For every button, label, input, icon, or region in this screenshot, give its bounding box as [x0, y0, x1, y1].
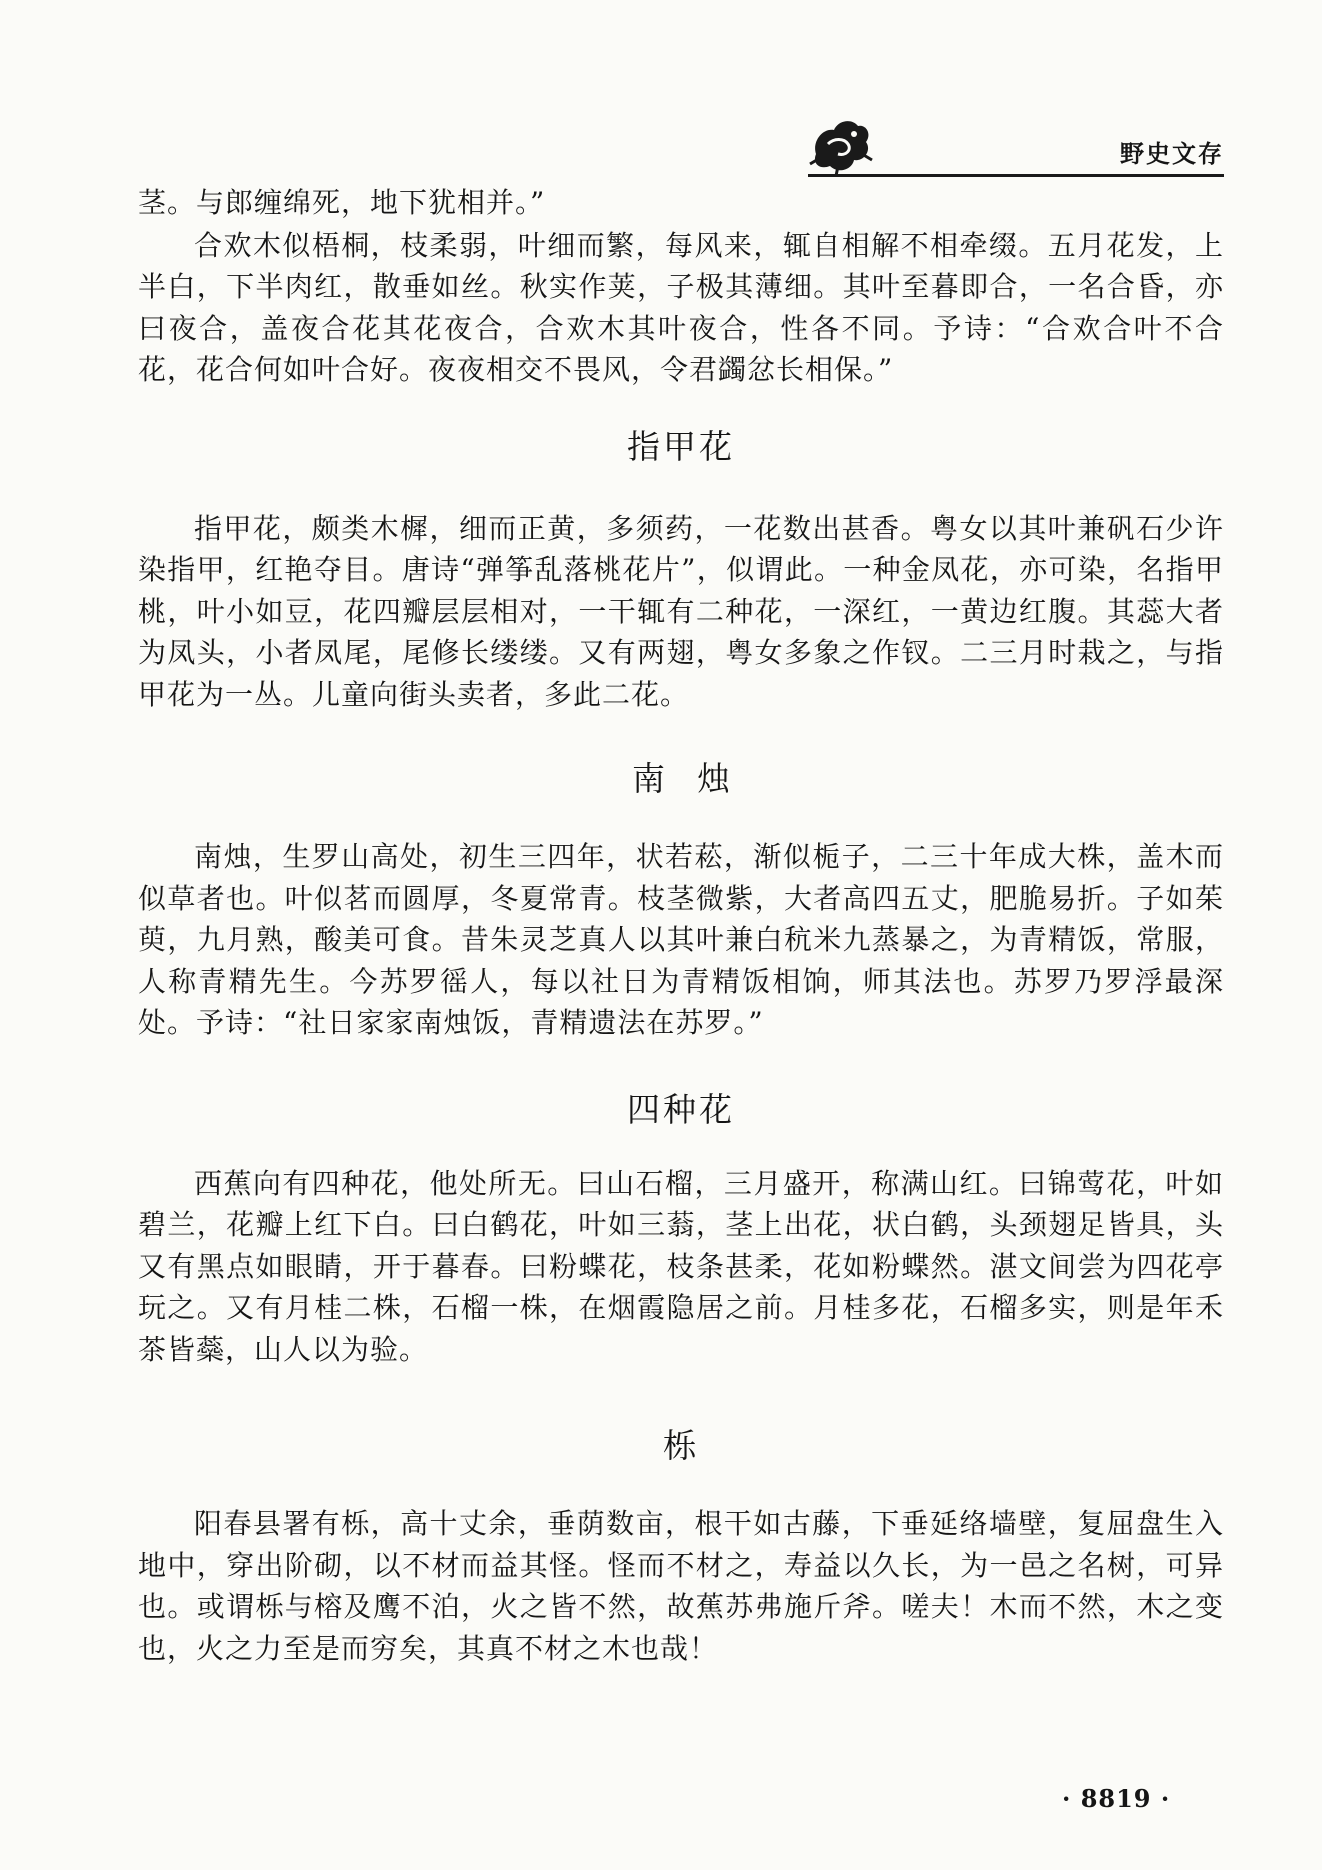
section-title-nanzhu: 南烛 [632, 759, 762, 798]
series-title: 野史文存 [1120, 140, 1224, 168]
section-text-nanzhu: 南烛，生罗山高处，初生三四年，状若菘，渐似栀子，二三十年成大株，盖木而似草者也。叶似茗而圆厚，冬夏常青。枝茎微紫，大者高四五丈，肥脆易折。子如茱萸，九月熟，酸美可食。昔朱灵芝真人以其叶兼白秔米九蒸暴之，为青精饭，常服，人称青精先生。今苏罗徭人，每以社日为青精饭相饷，师其法也。苏罗乃罗浮最深处。予诗：“社日家家南烛饭，青精遗法在苏罗。” [138, 840, 1224, 1039]
section-text-li: 阳春县署有栎，高十丈余，垂荫数亩，根干如古藤，下垂延络墙壁，复屈盘生入地中，穿出阶砌，以不材而益其怪。怪而不材之，寿益以久长，为一邑之名树，可异也。或谓栎与榕及鹰不泊，火之皆不然，故蕉苏弗施斤斧。嗟夫！木而不然，木之变也，火之力至是而穷矣，其真不材之木也哉！ [138, 1507, 1224, 1665]
dragon-logo-icon [808, 114, 874, 176]
page-number: · 8819 · [1062, 1784, 1171, 1813]
page-body [138, 182, 1224, 1669]
continued-paragraph: 茎。与郎缠绵死，地下犹相并。” [138, 186, 546, 219]
header-rule [808, 174, 1224, 177]
section-title-zhijiahua: 指甲花 [627, 426, 735, 466]
section-text-sizhonghua: 西蕉向有四种花，他处所无。曰山石榴，三月盛开，称满山红。曰锦莺花，叶如碧兰，花瓣上红下白。曰白鹤花，叶如三蓊，茎上出花，状白鹤，头颈翅足皆具，头又有黑点如眼睛，开于暮春。曰粉蝶花，枝条甚柔，花如粉蝶然。湛文间尝为四花亭玩之。又有月桂二株，石榴一株，在烟霞隐居之前。月桂多花，石榴多实，则是年禾茶皆蘂，山人以为验。 [138, 1166, 1224, 1366]
section-text-zhijiahua: 指甲花，颇类木樨，细而正黄，多须药，一花数出甚香。粤女以其叶兼矾石少许染指甲，红艳夺目。唐诗“弹筝乱落桃花片”，似谓此。一种金凤花，亦可染，名指甲桃，叶小如豆，花四瓣层层相对，一干辄有二种花，一深红，一黄边红腹。其蕊大者为凤头，小者凤尾，尾修长缕缕。又有两翅，粤女多象之作钗。二三月时栽之，与指甲花为一丛。儿童向街头卖者，多此二花。 [138, 511, 1224, 711]
section-title-sizhonghua: 四种花 [627, 1089, 735, 1129]
section-title-li: 栎 [663, 1426, 699, 1465]
hehuan-paragraph: 合欢木似梧桐，枝柔弱，叶细而繁，每风来，辄自相解不相牵缀。五月花发，上半白，下半肉红，散垂如丝。秋实作荚，子极其薄细。其叶至暮即合，一名合昏，亦曰夜合，盖夜合花其花夜合，合欢木其叶夜合，性各不同。予诗：“合欢合叶不合花，花合何如叶合好。夜夜相交不畏风，令君蠲忿长相保。” [138, 228, 1224, 386]
page-header [808, 108, 1224, 184]
